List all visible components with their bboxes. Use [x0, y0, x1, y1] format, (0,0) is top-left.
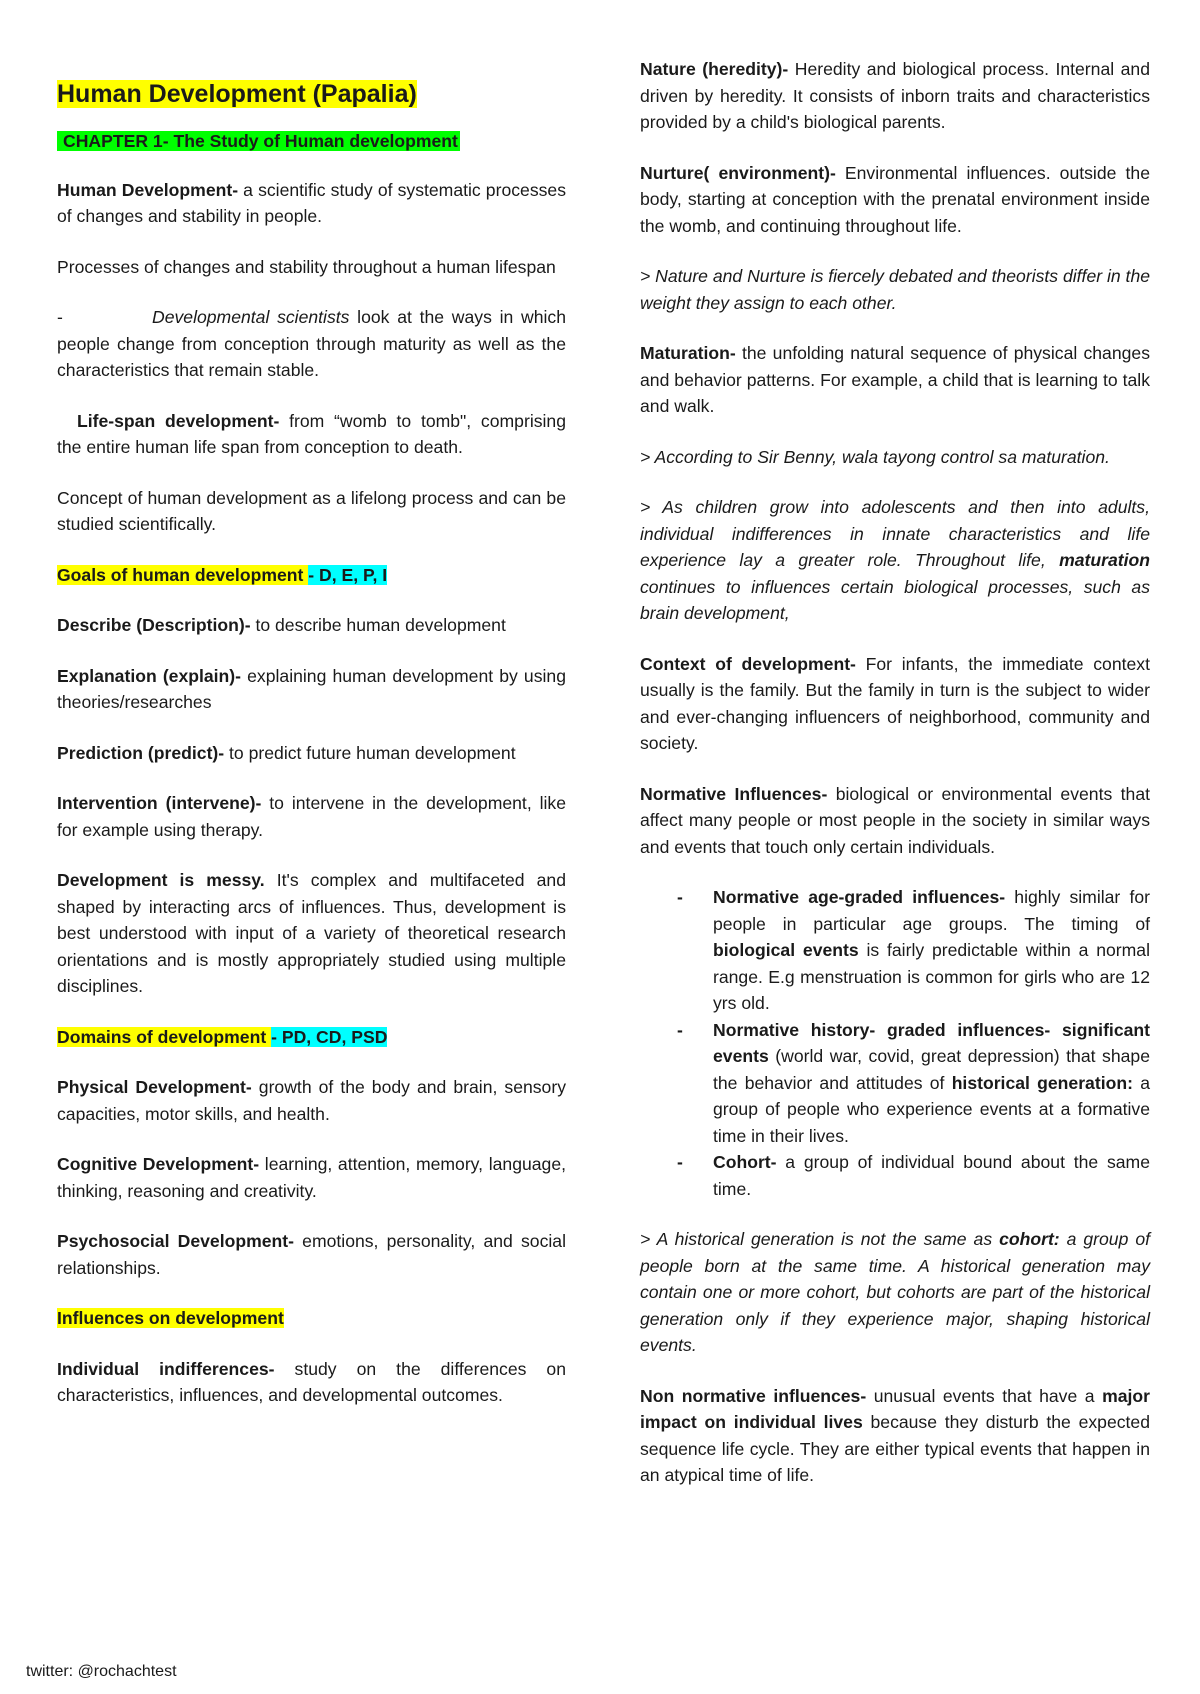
definition: from “womb to tomb", comprising the entire human life span from conception to death.	[57, 410, 567, 457]
term: Normative age-graded influences-	[713, 887, 1006, 907]
term: Non normative influences-	[640, 1385, 867, 1406]
emphasis: major impact on individual lives	[640, 1385, 1150, 1432]
cognitive-development-definition	[57, 1151, 566, 1204]
term: Context of development-	[640, 653, 856, 674]
definition: learning, attention, memory, language, thinking, reasoning and creativity.	[57, 1154, 567, 1201]
children-note	[640, 494, 1150, 627]
definition: because they disturb the expected sequence life cycle. They are either typical events that happen in an atypical time of life.	[640, 1412, 1150, 1485]
term: Developmental scientists	[152, 307, 350, 327]
term: Explanation (explain)-	[57, 665, 242, 686]
term: Individual indifferences-	[57, 1358, 275, 1379]
document-title	[57, 78, 566, 110]
definition: to intervene in the development, like for example using therapy.	[57, 793, 567, 840]
developmental-scientists-paragraph	[57, 304, 566, 384]
influences-heading-text: Influences on development	[57, 1308, 284, 1328]
processes-paragraph: Processes of changes and stability throughout a human lifespan	[57, 256, 556, 277]
normative-influences-list	[640, 884, 1150, 1202]
definition: look at the ways in which people change from conception through maturity as well as the characteristics that remain stable.	[57, 307, 566, 380]
document-title-text: Human Development (Papalia)	[57, 80, 417, 108]
prediction-definition	[57, 740, 566, 767]
psychosocial-development-definition	[57, 1228, 566, 1281]
definition: explaining human development by using theories/researches	[57, 665, 566, 712]
note-bold: cohort:	[999, 1229, 1060, 1249]
definition: unusual events that have a	[866, 1385, 1103, 1406]
note-text: > As children grow into adolescents and then into adults, individual indifferences in innate characteristics and life experience lay a greater role. Throughout life,	[640, 497, 1150, 570]
term: Normative history- graded influences- significant events	[713, 1019, 1150, 1066]
domains-code: - PD, CD, PSD	[271, 1026, 388, 1047]
definition: Environmental influences. outside the body, starting at conception with the prenatal environment inside the womb, and continuing throughout life.	[640, 162, 1150, 236]
dash-marker: -	[57, 307, 63, 327]
note-text: > According to Sir Benny, wala tayong control sa maturation.	[640, 446, 1110, 467]
nurture-definition	[640, 160, 1150, 240]
domains-heading-text: Domains of development	[57, 1026, 272, 1047]
definition: study on the differences on characteristics, influences, and developmental outcomes.	[57, 1358, 566, 1405]
human-development-definition	[57, 177, 566, 230]
term: Intervention (intervene)-	[57, 793, 262, 813]
definition: a group of individual bound about the same time.	[713, 1152, 1150, 1199]
definition: a scientific study of systematic processes of changes and stability in people.	[57, 179, 566, 226]
physical-development-definition	[57, 1074, 566, 1127]
goals-code: - D, E, P, I	[308, 564, 388, 585]
definition: is fairly predictable within a normal range. E.g menstruation is common for girls who are 12 yrs old.	[713, 940, 1150, 1013]
definition: Heredity and biological process. Internal and driven by heredity. It consists of inborn traits and characteristics provided by a child's biological parents.	[640, 59, 1150, 132]
left-column	[57, 78, 566, 1433]
goals-heading	[57, 562, 566, 589]
definition: emotions, personality, and social relationships.	[57, 1231, 566, 1278]
maturation-definition	[640, 340, 1150, 420]
term: Cohort-	[713, 1152, 777, 1172]
definition: the unfolding natural sequence of physical changes and behavior patterns. For example, a child that is learning to talk and walk.	[640, 343, 1150, 416]
definition: to predict future human development	[224, 742, 516, 763]
definition: biological or environmental events that affect many people or most people in the society in similar ways and events that touch only certain individuals.	[640, 783, 1151, 857]
emphasis: historical generation:	[951, 1072, 1133, 1093]
goals-heading-text: Goals of human development	[57, 564, 309, 585]
list-item	[713, 1149, 1150, 1202]
nature-nurture-note	[640, 263, 1150, 316]
definition: For infants, the immediate context usually is the family. But the family in turn is the subject to wider and ever-changing influencers of neighborhood, community and society.	[640, 653, 1150, 753]
note-text: a group of people born at the same time. A historical generation may contain one or more cohort, but cohorts are part of the historical generation only if they experience major, shaping historical events.	[640, 1229, 1150, 1355]
intervention-definition	[57, 790, 566, 843]
term: Development is messy.	[57, 870, 265, 890]
concept-paragraph: Concept of human development as a lifelong process and can be studied scientifically.	[57, 487, 566, 534]
definition: (world war, covid, great depression) that shape the behavior and attitudes of	[713, 1046, 1150, 1093]
term: Nurture( environment)-	[640, 162, 836, 183]
normative-influences-definition	[640, 781, 1150, 861]
term: Nature (heredity)-	[640, 59, 789, 79]
historical-generation-note	[640, 1226, 1150, 1359]
term: Physical Development-	[57, 1077, 252, 1097]
influences-heading	[57, 1305, 566, 1332]
definition: to describe human development	[250, 615, 506, 635]
domains-heading	[57, 1024, 566, 1051]
definition: It's complex and multifaceted and shaped by interacting arcs of influences. Thus, development is best understood with input of a variety of theoretical research orientations and is mostly appropriately studied using multiple disciplines.	[57, 870, 567, 996]
note-text: > A historical generation is not the same as	[640, 1229, 1000, 1249]
term: Cognitive Development-	[57, 1154, 260, 1174]
footer-twitter-handle: twitter: @rochachtest	[26, 1663, 177, 1680]
benny-note	[640, 444, 1150, 471]
note-text: > Nature and Nurture is fiercely debated and theorists differ in the weight they assign to each other.	[640, 266, 1151, 313]
list-item	[713, 884, 1150, 1017]
lifespan-development-definition	[57, 408, 566, 461]
non-normative-influences-definition	[640, 1383, 1150, 1489]
list-item	[713, 1017, 1150, 1150]
term: Life-span development-	[77, 410, 280, 431]
explanation-definition	[57, 663, 566, 716]
definition: growth of the body and brain, sensory capacities, motor skills, and health.	[57, 1077, 566, 1124]
term: Normative Influences-	[640, 783, 828, 804]
individual-indifferences-definition	[57, 1356, 566, 1409]
term: Psychosocial Development-	[57, 1231, 294, 1251]
term: Human Development-	[57, 179, 239, 200]
definition: highly similar for people in particular age groups. The timing of	[713, 887, 1150, 934]
development-messy-paragraph	[57, 867, 566, 1000]
describe-definition	[57, 612, 566, 639]
nature-definition	[640, 56, 1150, 136]
term: Maturation-	[640, 343, 736, 363]
definition: a group of people who experience events at a formative time in their lives.	[713, 1072, 1150, 1146]
term: Describe (Description)-	[57, 615, 251, 635]
right-column	[640, 56, 1150, 1513]
emphasis: biological events	[713, 940, 859, 960]
chapter-heading-text: CHAPTER 1- The Study of Human development	[57, 131, 460, 151]
note-text: continues to influences certain biological processes, such as brain development,	[640, 576, 1150, 623]
context-definition	[640, 651, 1150, 757]
term: Prediction (predict)-	[57, 742, 225, 763]
chapter-heading	[57, 128, 566, 155]
note-bold: maturation	[1059, 550, 1150, 570]
